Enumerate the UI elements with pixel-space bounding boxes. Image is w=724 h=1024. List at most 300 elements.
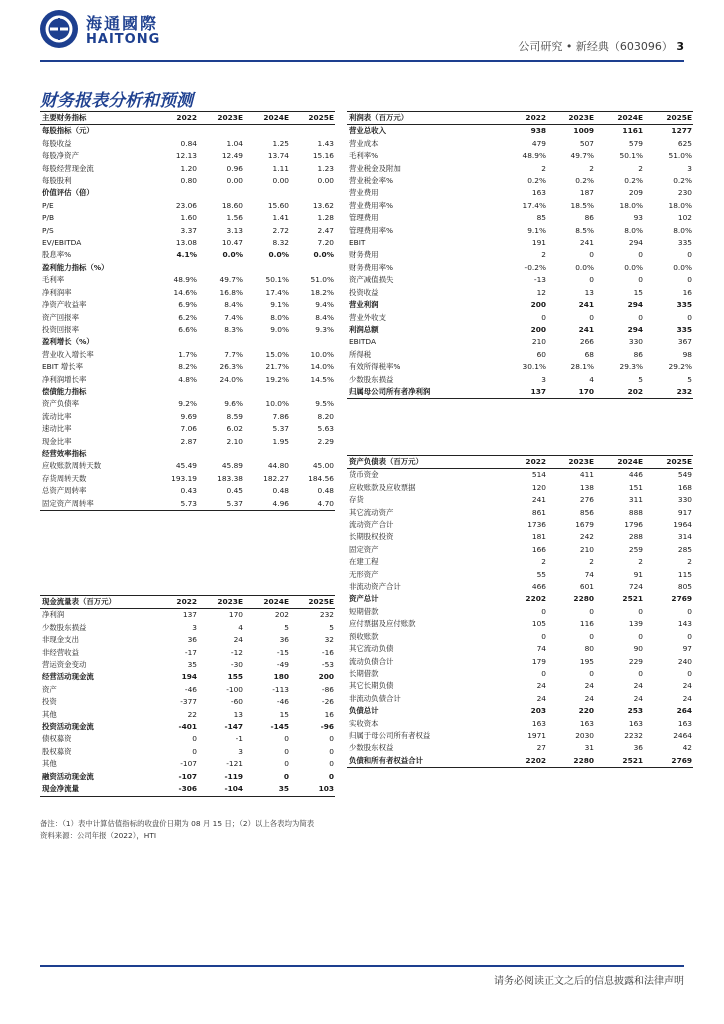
table-row xyxy=(40,460,335,472)
row-value xyxy=(244,336,290,348)
row-value: 0.0% xyxy=(222,250,243,260)
row-value: 10.47 xyxy=(221,238,243,248)
row-value: 253 xyxy=(627,706,643,716)
row-value: 232 xyxy=(644,386,693,399)
row-value: 6.2% xyxy=(178,312,197,322)
row-value: 4 xyxy=(238,622,243,632)
table-row xyxy=(347,718,693,730)
row-value: -30 xyxy=(230,660,243,670)
row-value: 2 xyxy=(541,250,546,260)
row-value: 45.89 xyxy=(221,461,243,471)
table-row xyxy=(347,656,693,668)
row-value: 181 xyxy=(531,532,546,542)
row-value: 549 xyxy=(677,470,692,480)
row-value: 1.56 xyxy=(226,213,243,223)
row-label: 非经营收益 xyxy=(42,647,79,657)
row-label: EBIT 增长率 xyxy=(42,362,83,372)
row-value: 32 xyxy=(324,635,334,645)
row-value: 2 xyxy=(541,163,546,173)
row-value: -46 xyxy=(184,684,197,694)
row-value: 44.80 xyxy=(267,461,289,471)
row-value: 0.48 xyxy=(317,486,334,496)
row-label: 有效所得税率% xyxy=(349,362,401,372)
row-value: 9.1% xyxy=(270,300,289,310)
row-value: -401 xyxy=(178,722,197,732)
row-label: 营运资金变动 xyxy=(42,660,87,670)
row-value: 0 xyxy=(541,606,546,616)
row-value: 21.7% xyxy=(265,362,289,372)
row-label: 财务费用率% xyxy=(349,262,393,272)
row-value: 48.9% xyxy=(173,275,197,285)
row-value: 74 xyxy=(536,644,546,654)
row-value: 2.29 xyxy=(317,436,334,446)
row-label: 净利润 xyxy=(42,610,65,620)
row-value: 24.0% xyxy=(219,374,243,384)
row-value: 479 xyxy=(531,138,546,148)
row-value: 1736 xyxy=(527,520,546,530)
row-label: EBITDA xyxy=(349,337,377,347)
row-value: 0 xyxy=(541,631,546,641)
table-row xyxy=(347,531,693,543)
row-label: 盈利能力指标（%） xyxy=(42,262,109,272)
table-row xyxy=(347,324,693,336)
row-value: 18.0% xyxy=(619,200,643,210)
row-value: 8.0% xyxy=(624,225,643,235)
row-value: 86 xyxy=(633,349,643,359)
row-value: 1.04 xyxy=(226,138,243,148)
table-row xyxy=(347,200,693,212)
row-value: 179 xyxy=(531,656,546,666)
table-row xyxy=(347,175,693,187)
row-value: 1.11 xyxy=(272,163,289,173)
row-value: 17.4% xyxy=(522,200,546,210)
column-header-year: 2024E xyxy=(595,112,644,125)
row-value: 203 xyxy=(530,706,546,716)
table-row xyxy=(40,647,335,659)
row-value: 143 xyxy=(677,619,692,629)
column-header-year: 2023E xyxy=(198,112,244,125)
row-label: 营业费用 xyxy=(349,188,379,198)
table-row xyxy=(347,693,693,705)
row-value: 229 xyxy=(628,656,643,666)
table-row xyxy=(347,249,693,261)
table-row xyxy=(40,659,335,671)
row-label: 投资收益 xyxy=(349,287,379,297)
row-value: 170 xyxy=(547,386,595,399)
table-row xyxy=(347,606,693,618)
row-label: 存货周转天数 xyxy=(42,473,87,483)
column-header-item: 资产负债表（百万元） xyxy=(347,456,499,469)
row-value: 5 xyxy=(329,622,334,632)
row-value: 0 xyxy=(638,250,643,260)
row-value: -49 xyxy=(276,660,289,670)
table-row xyxy=(347,631,693,643)
row-value: 0.0% xyxy=(313,250,334,260)
row-value: 3 xyxy=(541,374,546,384)
row-value: 2 xyxy=(638,163,643,173)
row-label: 归属于母公司所有者权益 xyxy=(349,730,431,740)
row-label: 资产负债率 xyxy=(42,399,79,409)
row-value: 9.69 xyxy=(180,411,197,421)
row-value: 0 xyxy=(589,606,594,616)
row-value: -377 xyxy=(180,697,197,707)
row-value: 23.06 xyxy=(175,200,197,210)
row-value: -0.2% xyxy=(524,262,546,272)
table-row xyxy=(40,498,335,511)
row-value: 2769 xyxy=(671,594,692,604)
row-value: 2202 xyxy=(525,594,546,604)
row-label: 利润总额 xyxy=(349,324,379,334)
row-value: 888 xyxy=(628,507,643,517)
row-value: 8.20 xyxy=(317,411,334,421)
row-value: 13 xyxy=(584,287,594,297)
table-row xyxy=(40,671,335,683)
row-value: 2280 xyxy=(547,755,595,768)
row-label: 应付票据及应付账款 xyxy=(349,619,416,629)
table-row xyxy=(40,324,335,336)
row-value: 7.7% xyxy=(224,349,243,359)
column-header-year: 2025E xyxy=(290,596,335,609)
row-value: 18.2% xyxy=(310,287,334,297)
row-value: 0 xyxy=(283,771,289,781)
row-value: 0 xyxy=(192,746,197,756)
row-value xyxy=(198,336,244,348)
column-header-year: 2024E xyxy=(244,596,290,609)
row-value: -96 xyxy=(320,722,334,732)
table-row xyxy=(347,262,693,274)
row-value: 0 xyxy=(638,668,643,678)
table-row xyxy=(347,618,693,630)
row-label: EBIT xyxy=(349,238,366,248)
row-label: 其它长期负债 xyxy=(349,681,394,691)
row-label: 少数股东损益 xyxy=(349,374,394,384)
row-value: 2.10 xyxy=(226,436,243,446)
row-label: 负债和所有者权益合计 xyxy=(347,755,499,768)
row-value xyxy=(152,125,198,138)
table-row xyxy=(40,721,335,733)
row-label: 盈利增长（%） xyxy=(42,337,94,347)
row-value: -53 xyxy=(321,660,334,670)
row-value: 1.23 xyxy=(317,163,334,173)
row-value: 24 xyxy=(584,693,594,703)
row-value: 13.62 xyxy=(312,200,334,210)
row-value: 4.1% xyxy=(176,250,197,260)
row-label: 长期股权投资 xyxy=(349,532,394,542)
row-label: P/B xyxy=(42,213,55,223)
table-row xyxy=(347,730,693,742)
row-label: 股权募资 xyxy=(42,746,72,756)
row-value: 24 xyxy=(682,681,692,691)
row-value: 209 xyxy=(628,188,643,198)
row-value: 2.87 xyxy=(180,436,197,446)
row-value: 2030 xyxy=(575,730,594,740)
table-row xyxy=(347,643,693,655)
logo-chinese-name: 海通國際 xyxy=(86,14,159,33)
row-label: 管理费用率% xyxy=(349,225,393,235)
row-value: 1964 xyxy=(673,520,692,530)
table-row xyxy=(347,755,693,768)
row-value: 311 xyxy=(628,495,643,505)
row-value: 18.60 xyxy=(221,200,243,210)
table-row xyxy=(347,125,693,138)
row-value: 193.19 xyxy=(171,473,197,483)
row-value: -104 xyxy=(198,783,244,796)
row-value: 49.7% xyxy=(570,151,594,161)
row-value xyxy=(290,262,335,274)
row-value: 12.49 xyxy=(221,151,243,161)
row-label: 营业税金率% xyxy=(349,176,393,186)
row-label: 归属母公司所有者净利润 xyxy=(347,386,499,399)
row-value: -107 xyxy=(180,759,197,769)
row-label: 经营活动现金流 xyxy=(42,672,94,682)
row-label: 预收账款 xyxy=(349,631,379,641)
row-label: 毛利率 xyxy=(42,275,65,285)
row-value: 1971 xyxy=(527,730,546,740)
row-value: 8.0% xyxy=(673,225,692,235)
row-value: 3.37 xyxy=(180,225,197,235)
row-label: 应收账款及应收票据 xyxy=(349,482,416,492)
row-value: -15 xyxy=(276,647,289,657)
row-value: 116 xyxy=(579,619,594,629)
row-value: 16 xyxy=(682,287,692,297)
row-value: -147 xyxy=(224,722,243,732)
column-header-year: 2023E xyxy=(547,112,595,125)
row-value: 856 xyxy=(579,507,594,517)
row-value: 1.25 xyxy=(272,138,289,148)
table-row xyxy=(40,485,335,497)
row-label: 经营效率指标 xyxy=(42,448,87,458)
row-value: 17.4% xyxy=(265,287,289,297)
row-value: 18.0% xyxy=(668,200,692,210)
table-row xyxy=(347,705,693,717)
row-value: 45.49 xyxy=(175,461,197,471)
column-header-item: 主要财务指标 xyxy=(40,112,152,125)
row-label: 净资产收益率 xyxy=(42,300,87,310)
row-value: 51.0% xyxy=(310,275,334,285)
row-value: 0 xyxy=(541,668,546,678)
row-label: 其他 xyxy=(42,759,57,769)
row-value: 330 xyxy=(677,495,692,505)
row-value: 8.0% xyxy=(270,312,289,322)
row-value: 90 xyxy=(633,644,643,654)
row-value: 367 xyxy=(677,337,692,347)
row-value: 4.96 xyxy=(244,498,290,511)
row-value: 294 xyxy=(628,238,643,248)
row-value: 232 xyxy=(319,610,334,620)
haitong-logo xyxy=(40,10,240,50)
row-value: 514 xyxy=(531,470,546,480)
row-label: 资产 xyxy=(42,684,57,694)
row-value: 0 xyxy=(329,759,334,769)
page-header xyxy=(0,0,724,62)
column-header-year: 2024E xyxy=(595,456,644,469)
row-value: 80 xyxy=(584,644,594,654)
row-value: 103 xyxy=(290,783,335,796)
table-row xyxy=(347,742,693,754)
row-label: 价值评估（倍） xyxy=(42,188,94,198)
table-row xyxy=(40,609,335,622)
row-label: EV/EBITDA xyxy=(42,238,82,248)
row-value: 170 xyxy=(228,610,243,620)
row-label: 流动比率 xyxy=(42,411,72,421)
row-value: 9.0% xyxy=(270,324,289,334)
row-value: 240 xyxy=(677,656,692,666)
column-header-year: 2022 xyxy=(152,596,198,609)
row-value: 2 xyxy=(541,557,546,567)
row-value: 36 xyxy=(187,635,197,645)
row-value: 241 xyxy=(579,238,594,248)
row-value: 97 xyxy=(682,644,692,654)
row-value: 35 xyxy=(187,660,197,670)
row-value: 151 xyxy=(628,482,643,492)
row-label: 净利润增长率 xyxy=(42,374,87,384)
row-value: 2 xyxy=(687,557,692,567)
row-value: 31 xyxy=(584,743,594,753)
row-value: 28.1% xyxy=(570,362,594,372)
row-value: 48.9% xyxy=(522,151,546,161)
table-row xyxy=(40,237,335,249)
page-number: 3 xyxy=(676,40,684,53)
row-value: 29.2% xyxy=(668,362,692,372)
report-identifier xyxy=(518,38,684,54)
row-value: 19.2% xyxy=(265,374,289,384)
row-value xyxy=(152,386,198,398)
table-row xyxy=(347,212,693,224)
row-value: 163 xyxy=(531,188,546,198)
row-value xyxy=(244,262,290,274)
row-value: 102 xyxy=(677,213,692,223)
row-value: 241 xyxy=(578,324,594,334)
row-label: 资产减值损失 xyxy=(349,275,394,285)
row-value: 15.60 xyxy=(267,200,289,210)
row-value: 1.60 xyxy=(180,213,197,223)
row-value: 917 xyxy=(677,507,692,517)
row-value: 50.1% xyxy=(265,275,289,285)
table-row xyxy=(40,212,335,224)
row-value: 180 xyxy=(273,672,289,682)
row-value: 86 xyxy=(584,213,594,223)
table-row xyxy=(347,668,693,680)
row-value: 2464 xyxy=(673,730,692,740)
row-value: 241 xyxy=(578,300,594,310)
row-value: 202 xyxy=(274,610,289,620)
row-label: 长期借款 xyxy=(349,668,379,678)
table-row xyxy=(40,349,335,361)
table-row xyxy=(347,519,693,531)
column-header-year: 2025E xyxy=(290,112,335,125)
row-label: 少数股东损益 xyxy=(42,622,87,632)
table-row xyxy=(40,733,335,745)
column-header-year: 2022 xyxy=(499,456,547,469)
row-value: 5.73 xyxy=(152,498,198,511)
row-value: 14.6% xyxy=(173,287,197,297)
row-value: 861 xyxy=(531,507,546,517)
row-value: 10.0% xyxy=(265,399,289,409)
row-label: 股息率% xyxy=(42,250,72,260)
row-value: 294 xyxy=(627,324,643,334)
row-value: 105 xyxy=(531,619,546,629)
row-value xyxy=(198,262,244,274)
row-value: 184.56 xyxy=(308,473,334,483)
row-value: 2.72 xyxy=(272,225,289,235)
table-row xyxy=(40,374,335,386)
row-value: 0.00 xyxy=(226,176,243,186)
table-row xyxy=(40,125,335,138)
row-label: 毛利率% xyxy=(349,151,379,161)
row-value: 93 xyxy=(633,213,643,223)
row-value: 335 xyxy=(676,300,692,310)
table-row xyxy=(347,469,693,482)
row-value: 2 xyxy=(589,163,594,173)
row-value: 0 xyxy=(638,606,643,616)
row-label: 营业费用率% xyxy=(349,200,393,210)
row-value: 98 xyxy=(682,349,692,359)
row-value: 137 xyxy=(182,610,197,620)
row-value: 0.0% xyxy=(673,262,692,272)
row-value: 5 xyxy=(687,374,692,384)
table-row xyxy=(347,274,693,286)
row-value: 183.38 xyxy=(217,473,243,483)
column-header-year: 2022 xyxy=(152,112,198,125)
row-value: 0.0% xyxy=(575,262,594,272)
row-value: 8.4% xyxy=(224,300,243,310)
row-value: 210 xyxy=(531,337,546,347)
row-value: 200 xyxy=(318,672,334,682)
row-label: 现金比率 xyxy=(42,436,72,446)
row-label: 营业外收支 xyxy=(349,312,386,322)
row-label: 所得税 xyxy=(349,349,372,359)
row-label: 固定资产 xyxy=(349,544,379,554)
row-value: 26.3% xyxy=(219,362,243,372)
row-value xyxy=(152,262,198,274)
table-row xyxy=(40,783,335,796)
table-row xyxy=(347,336,693,348)
row-label: 偿债能力指标 xyxy=(42,386,87,396)
row-value: -26 xyxy=(321,697,334,707)
row-value: 42 xyxy=(682,743,692,753)
row-value xyxy=(198,187,244,199)
row-value: 14.0% xyxy=(310,362,334,372)
row-value: 3.13 xyxy=(226,225,243,235)
row-value: 30.1% xyxy=(522,362,546,372)
row-value: 259 xyxy=(628,544,643,554)
row-value: 0 xyxy=(638,275,643,285)
row-value: 9.1% xyxy=(527,225,546,235)
row-value: -17 xyxy=(184,647,197,657)
row-value: -46 xyxy=(276,697,289,707)
row-value: 579 xyxy=(628,138,643,148)
table-row xyxy=(347,544,693,556)
row-value: -121 xyxy=(226,759,243,769)
row-label: 资产回报率 xyxy=(42,312,79,322)
row-value: 191 xyxy=(531,238,546,248)
row-label: 其它流动资产 xyxy=(349,507,394,517)
row-value xyxy=(198,448,244,460)
row-label: P/S xyxy=(42,225,54,235)
row-value: 0.43 xyxy=(180,486,197,496)
row-value: 12 xyxy=(536,287,546,297)
row-value: 3 xyxy=(192,622,197,632)
row-value: 55 xyxy=(536,569,546,579)
row-value: 36 xyxy=(279,635,289,645)
table-row xyxy=(40,249,335,261)
row-label: 营业利润 xyxy=(349,300,379,310)
row-value xyxy=(198,125,244,138)
row-value: 5.63 xyxy=(317,424,334,434)
row-value: 115 xyxy=(677,569,692,579)
report-type: 公司研究 • 新经典（603096） xyxy=(518,40,673,53)
row-value: 230 xyxy=(677,188,692,198)
